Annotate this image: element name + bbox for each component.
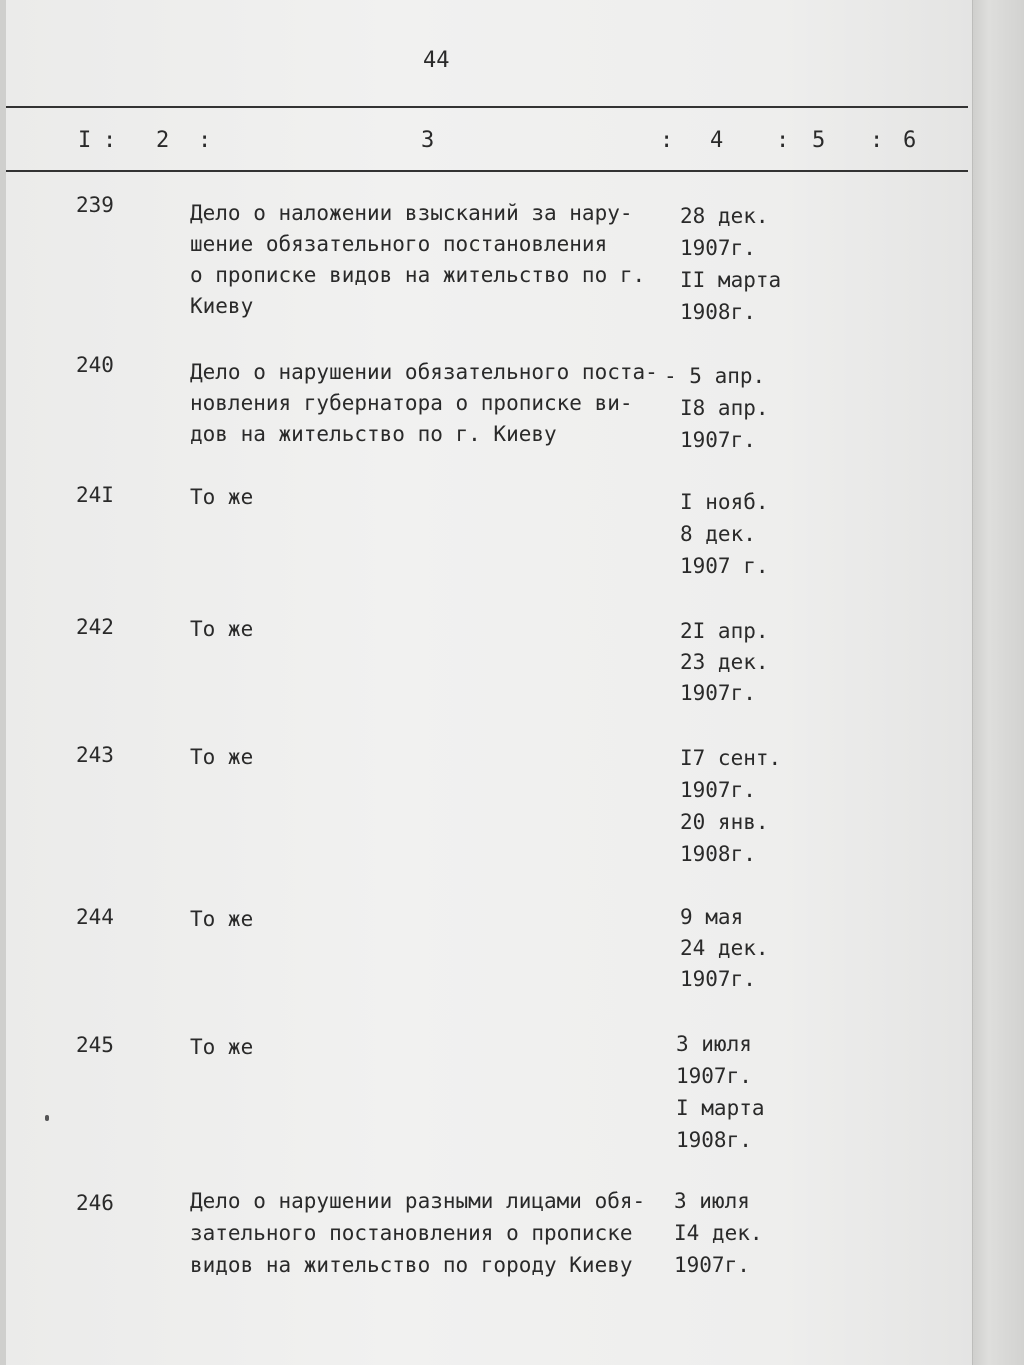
entry-dates: [680, 486, 769, 582]
date-line: 3 июля: [674, 1189, 750, 1213]
date-line: 1907г.: [674, 1253, 750, 1277]
date-line: 9 мая: [680, 905, 744, 929]
entry-dates: [676, 1028, 765, 1156]
date-line: I4 дек.: [674, 1221, 763, 1245]
date-line: 1907г.: [680, 428, 756, 452]
date-line: 20 янв.: [680, 810, 769, 834]
date-line: I нояб.: [680, 490, 769, 514]
desc-line: То же: [190, 745, 254, 769]
desc-line: То же: [190, 1035, 254, 1059]
date-line: 1907г.: [680, 778, 756, 802]
entry-description: [190, 482, 253, 513]
desc-line: дов на жительство по г. Киеву: [190, 422, 557, 446]
date-line: I8 апр.: [680, 396, 769, 420]
desc-line: новления губернатора о прописке ви-: [190, 391, 633, 415]
entry-description: [190, 357, 658, 450]
date-line: 1907г.: [680, 681, 756, 705]
date-line: I7 сент.: [680, 746, 782, 770]
desc-line: шение обязательного постановления: [190, 232, 608, 256]
entry-number: 239: [76, 193, 114, 217]
desc-line: Дело о наложении взысканий за нару-: [190, 201, 633, 225]
desc-line: о прописке видов на жительство по г.: [190, 263, 646, 287]
entry-dates: [680, 200, 781, 328]
desc-line: То же: [190, 907, 254, 931]
column-separator: :: [103, 128, 117, 153]
date-line: 1907г.: [680, 236, 756, 260]
entry-number: 243: [76, 743, 114, 767]
right-paper-edge: [972, 0, 1024, 1365]
date-line: 2I апр.: [680, 619, 769, 643]
page-number: 44: [423, 48, 450, 73]
column-separator: :: [776, 128, 790, 153]
entry-number: 244: [76, 905, 114, 929]
date-line: II марта: [680, 268, 782, 292]
date-line: 28 дек.: [680, 204, 769, 228]
header-bottom-rule: [6, 170, 968, 172]
column-4-label: 4: [710, 128, 724, 153]
column-6-label: 6: [903, 128, 917, 153]
column-2-label: 2: [156, 128, 170, 153]
desc-line: Дело о нарушении обязательного поста-: [190, 360, 658, 384]
desc-line: То же: [190, 617, 254, 641]
date-line: 1908г.: [676, 1128, 752, 1152]
entry-dates: [680, 616, 769, 709]
desc-line: зательного постановления о прописке: [190, 1221, 633, 1245]
entry-dates: [680, 902, 769, 995]
column-separator: :: [870, 128, 884, 153]
desc-line: То же: [190, 485, 254, 509]
entry-description: [190, 614, 253, 645]
column-1-label: I: [78, 128, 92, 153]
column-5-label: 5: [812, 128, 826, 153]
column-3-label: 3: [421, 128, 435, 153]
entry-number: 246: [76, 1191, 114, 1215]
date-line: 3 июля: [676, 1032, 752, 1056]
desc-line: Дело о нарушении разными лицами обя-: [190, 1189, 646, 1213]
entry-number: 245: [76, 1033, 114, 1057]
date-line: - 5 апр.: [664, 364, 766, 388]
entry-description: [190, 1032, 253, 1063]
column-separator: :: [660, 128, 674, 153]
date-line: 1907г.: [676, 1064, 752, 1088]
entry-description: [190, 904, 253, 935]
date-line: 1907 г.: [680, 554, 769, 578]
entry-dates: [674, 1185, 763, 1281]
ink-speck: [45, 1115, 49, 1121]
date-line: 8 дек.: [680, 522, 756, 546]
desc-line: видов на жительство по городу Киеву: [190, 1253, 633, 1277]
date-line: 23 дек.: [680, 650, 769, 674]
entry-number: 242: [76, 615, 114, 639]
entry-dates: [664, 360, 769, 456]
entry-description: [190, 1185, 645, 1281]
column-separator: :: [198, 128, 212, 153]
date-line: 1908г.: [680, 300, 756, 324]
entry-number: 24I: [76, 483, 114, 507]
desc-line: Киеву: [190, 294, 254, 318]
entry-dates: [680, 742, 781, 870]
entry-description: [190, 742, 253, 773]
date-line: 24 дек.: [680, 936, 769, 960]
entry-number: 240: [76, 353, 114, 377]
date-line: 1907г.: [680, 967, 756, 991]
header-top-rule: [6, 106, 968, 108]
date-line: 1908г.: [680, 842, 756, 866]
date-line: I марта: [676, 1096, 765, 1120]
entry-description: [190, 198, 645, 322]
